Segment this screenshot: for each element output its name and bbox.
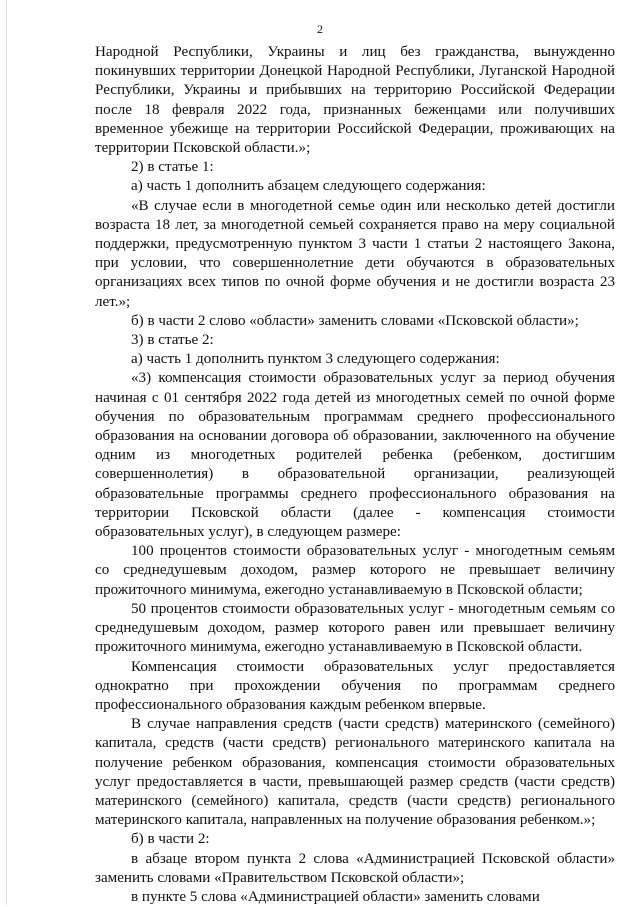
paragraph-item-2a: а) часть 1 дополнить абзацем следующего содержания:: [131, 178, 486, 195]
paragraph-amend-item-2: в абзаце втором пункта 2 слова «Администрацией Псковской области» заменить словами «Правительством Псковской области»;: [95, 850, 615, 886]
paragraph-item-2b: б) в части 2 слово «области» заменить словами «Псковской области»;: [131, 312, 579, 329]
paragraph-item-3b: б) в части 2:: [131, 831, 210, 848]
paragraph-100-percent: 100 процентов стоимости образовательных услуг - многодетным семьям со среднедушевым доходом, размер которого не превышает величину прожиточного минимума, ежегодно устанавливаемую в Псковской области;: [95, 543, 615, 598]
paragraph-continuation: Народной Республики, Украины и лиц без гражданства, вынужденно покинувших территории Донецкой Народной Республики, Луганской Народной Республики, Украины и прибывших на территорию Российской Федерации после 18 февраля 2022 года, признанных беженцами или получивших временное убежище на территории Российской Федерации, проживающих на территории Псковской области.»;: [95, 44, 615, 157]
paragraph-item-3a: а) часть 1 дополнить пунктом 3 следующего содержания:: [131, 351, 500, 368]
paragraph-quote-2: «3) компенсация стоимости образовательных услуг за период обучения начиная с 01 сентября 2022 года детей из многодетных семей по очной форме обучения по образовательным программам среднего профессионального образования на основании договора об образовании, заключенного на обучение одним из многодетных родителей ребенка (ребенком, достигшим совершеннолетия) в образовательной организации, реализующей образовательные программы среднего профессионального образования на территории Псковской области (далее - компенсация стоимости образовательных услуг), в следующем размере:: [95, 370, 615, 541]
document-body: [95, 43, 615, 907]
paragraph-quote-1: «В случае если в многодетной семье один или несколько детей достигли возраста 18 лет, за многодетной семьей сохраняется право на меру социальной поддержки, предусмотренную пунктом 3 части 1 статьи 2 настоящего Закона, при условии, что совершеннолетние дети обучаются в образовательных организациях всех типов по очной форме обучения и не достигли возраста 23 лет.»;: [95, 197, 615, 310]
page-number: 2: [317, 22, 323, 36]
paragraph-amend-item-5: в пункте 5 слова «Администрацией области» заменить словами: [131, 888, 540, 905]
paragraph-maternity-capital: В случае направления средств (части средств) материнского (семейного) капитала, средств (части средств) регионального материнского капитала на получение ребенком образования, компенсация стоимости образовательных услуг предоставляется в части, превышающей размер средств (части средств) материнского (семейного) капитала, средств (части средств) регионального материнского капитала, направленных на получение образования ребенком.»;: [95, 716, 615, 829]
paragraph-item-2: 2) в статье 1:: [131, 159, 214, 176]
scan-edge-line: [6, 0, 7, 905]
paragraph-compensation: Компенсация стоимости образовательных услуг предоставляется однократно при прохождении обучения по программам среднего профессионального образования каждым ребенком впервые.: [95, 658, 615, 713]
paragraph-item-3: 3) в статье 2:: [131, 332, 214, 349]
paragraph-50-percent: 50 процентов стоимости образовательных услуг - многодетным семьям со среднедушевым доходом, размер которого равен или превышает величину прожиточного минимума, ежегодно устанавливаемую в Псковской области.: [95, 600, 615, 656]
